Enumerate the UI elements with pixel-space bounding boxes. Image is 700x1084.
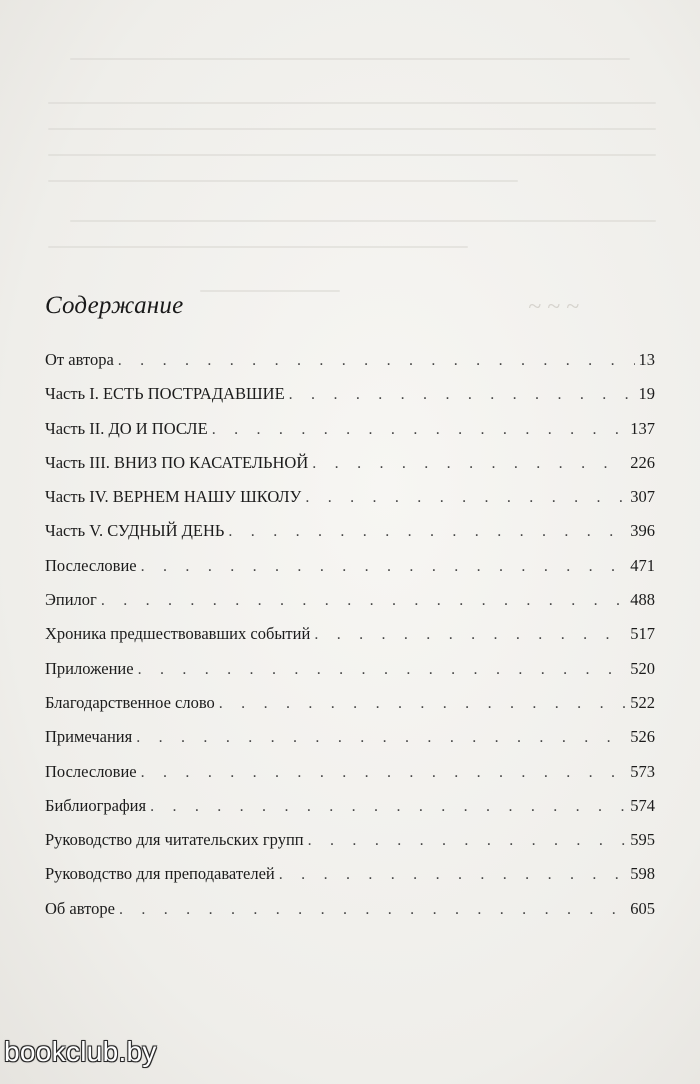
toc-dot-leader xyxy=(138,653,627,687)
toc-entry-page: 574 xyxy=(630,795,655,815)
toc-entry xyxy=(45,617,655,651)
bleed-through-line xyxy=(200,290,340,292)
toc-entry-page: 396 xyxy=(630,521,655,541)
toc-entry xyxy=(45,755,655,789)
toc-dot-leader xyxy=(289,378,635,412)
toc-heading: Содержание xyxy=(45,292,184,319)
toc-entry-title: Руководство для читательских групп xyxy=(45,830,304,850)
toc-dot-leader xyxy=(219,687,626,721)
toc-entry xyxy=(45,412,655,446)
toc-entry-title: Часть I. ЕСТЬ ПОСТРАДАВШИЕ xyxy=(45,384,285,404)
toc-entry-title: Послесловие xyxy=(45,555,137,575)
bleed-through-heading: ~ ~ ~ xyxy=(528,294,579,320)
toc-entry-title: Хроника предшествовавших событий xyxy=(45,624,311,644)
toc-entry-title: Часть II. ДО И ПОСЛЕ xyxy=(45,418,208,438)
toc-dot-leader xyxy=(101,584,626,618)
toc-dot-leader xyxy=(312,447,626,481)
bleed-through-line xyxy=(48,154,656,156)
toc-entry-page: 226 xyxy=(630,452,655,472)
toc-entry xyxy=(45,446,655,480)
toc-dot-leader xyxy=(141,550,627,584)
toc-dot-leader xyxy=(141,756,627,790)
toc-entry-title: Эпилог xyxy=(45,590,97,610)
bleed-through-line xyxy=(48,246,468,248)
toc-entry-page: 517 xyxy=(630,624,655,644)
toc-dot-leader xyxy=(279,858,626,892)
bleed-through-line xyxy=(70,220,656,222)
toc-entry xyxy=(45,857,655,891)
toc-entry-title: Примечания xyxy=(45,727,133,747)
toc-entry-title: Библиография xyxy=(45,795,147,815)
bleed-through-line xyxy=(48,128,656,130)
toc-entry-page: 573 xyxy=(630,761,655,781)
toc-dot-leader xyxy=(119,893,626,927)
toc-entry xyxy=(45,652,655,686)
toc-entry-title: Благодарственное слово xyxy=(45,692,215,712)
toc-dot-leader xyxy=(118,344,635,378)
toc-entry xyxy=(45,343,655,377)
toc-entry-page: 605 xyxy=(630,898,655,918)
toc-entry-title: Часть IV. ВЕРНЕМ НАШУ ШКОЛУ xyxy=(45,487,302,507)
bleed-through-line xyxy=(70,58,630,60)
toc-entry-page: 598 xyxy=(630,864,655,884)
toc-entry xyxy=(45,480,655,514)
toc-dot-leader xyxy=(314,618,626,652)
bleed-through-line xyxy=(48,102,656,104)
toc-entry xyxy=(45,823,655,857)
toc-entry-page: 520 xyxy=(630,658,655,678)
toc-dot-leader xyxy=(136,721,626,755)
toc-entry-title: Об авторе xyxy=(45,898,115,918)
toc-entry-title: От автора xyxy=(45,350,114,369)
toc-dot-leader xyxy=(308,824,627,858)
toc-dot-leader xyxy=(228,515,626,549)
toc-entry-title: Послесловие xyxy=(45,761,137,781)
toc-entry xyxy=(45,377,655,411)
toc-entry-page: 137 xyxy=(630,418,655,438)
toc-entry-page: 307 xyxy=(630,487,655,507)
toc-entry xyxy=(45,549,655,583)
toc-dot-leader xyxy=(305,481,626,515)
toc-entry xyxy=(45,686,655,720)
toc-dot-leader xyxy=(212,413,627,447)
toc-entry-page: 13 xyxy=(638,350,655,369)
toc-entry-title: Часть III. ВНИЗ ПО КАСАТЕЛЬНОЙ xyxy=(45,452,309,472)
toc-entry-page: 522 xyxy=(630,692,655,712)
toc-entry-page: 19 xyxy=(638,384,655,404)
toc-entry-page: 526 xyxy=(630,727,655,747)
toc-entry xyxy=(45,789,655,823)
toc-entry-page: 471 xyxy=(630,555,655,575)
toc-dot-leader xyxy=(150,790,626,824)
toc-entry-title: Руководство для преподавателей xyxy=(45,864,275,884)
toc-entry-page: 488 xyxy=(630,590,655,610)
bleed-through-line xyxy=(48,180,518,182)
toc-list xyxy=(45,343,655,926)
toc-entry-page: 595 xyxy=(630,830,655,850)
toc-entry xyxy=(45,720,655,754)
toc-entry-title: Часть V. СУДНЫЙ ДЕНЬ xyxy=(45,521,225,541)
toc-entry-title: Приложение xyxy=(45,658,134,678)
toc-entry xyxy=(45,583,655,617)
toc-entry xyxy=(45,892,655,926)
watermark-logo: bookclub.by xyxy=(4,1036,157,1067)
toc-entry xyxy=(45,514,655,548)
